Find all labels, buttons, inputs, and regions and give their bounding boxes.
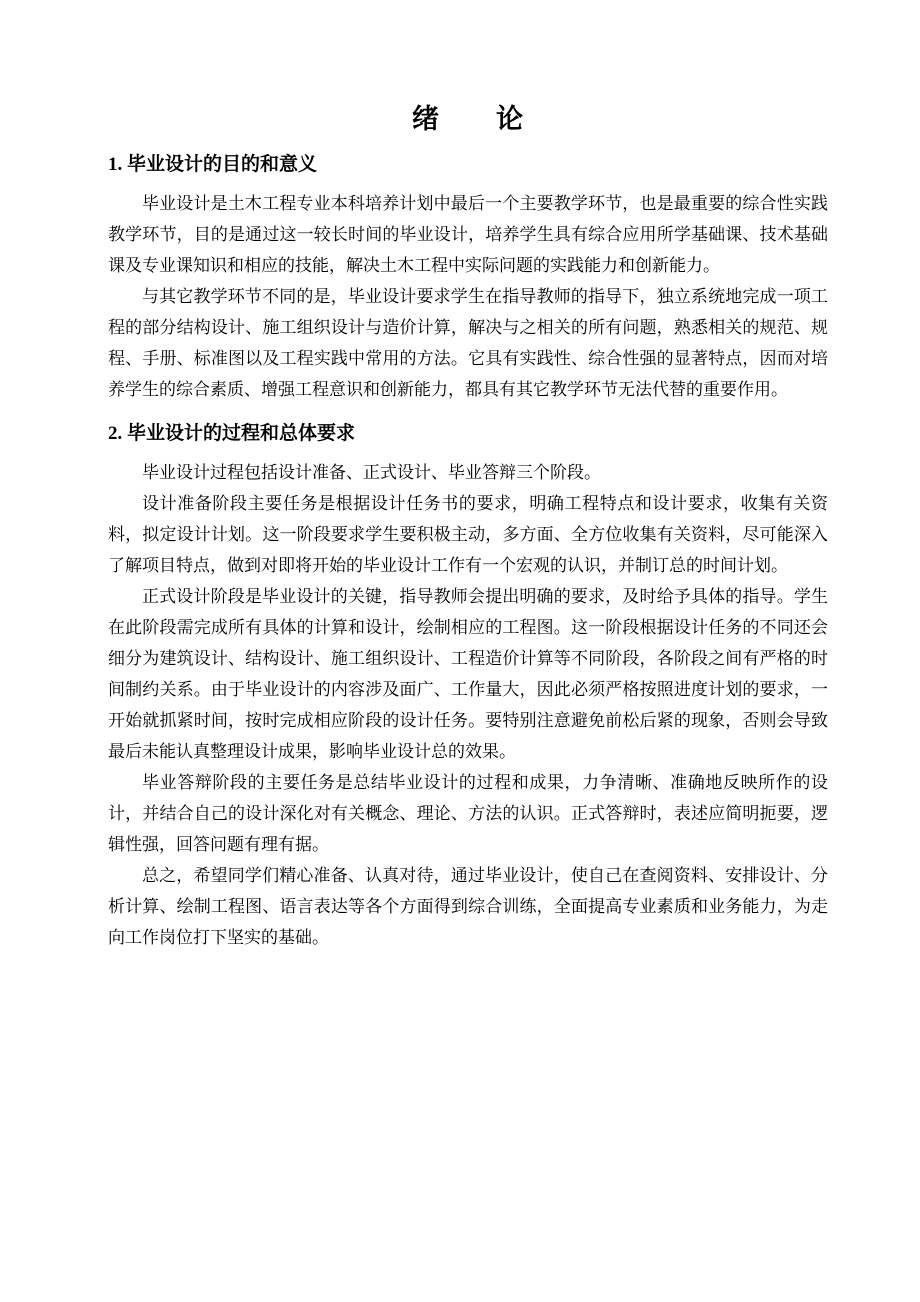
document-title: 绪 论 [412, 104, 524, 134]
paragraph: 正式设计阶段是毕业设计的关键，指导教师会提出明确的要求，及时给予具体的指导。学生在此阶段需完成所有具体的计算和设计，绘制相应的工程图。这一阶段根据设计任务的不同还会细分为建筑设计、结构设计、施工组织设计、工程造价计算等不同阶段，各阶段之间有严格的时间制约关系。由于毕业设计的内容涉及面广、工作量大，因此必须严格按照进度计划的要求，一开始就抓紧时间，按时完成相应阶段的设计任务。要特别注意避免前松后紧的现象，否则会导致最后未能认真整理设计成果，影响毕业设计总的效果。 [108, 587, 828, 761]
paragraph: 毕业设计是土木工程专业本科培养计划中最后一个主要教学环节，也是最重要的综合性实践教学环节，目的是通过这一较长时间的毕业设计，培养学生具有综合应用所学基础课、技术基础课及专业课知识和相应的技能，解决土木工程中实际问题的实践能力和创新能力。 [108, 194, 828, 275]
section-heading-purpose: 1. 毕业设计的目的和意义 [108, 154, 318, 175]
section-heading-process: 2. 毕业设计的过程和总体要求 [108, 423, 356, 444]
paragraph: 与其它教学环节不同的是，毕业设计要求学生在指导教师的指导下，独立系统地完成一项工程的部分结构设计、施工组织设计与造价计算，解决与之相关的所有问题，熟悉相关的规范、规程、手册、标准图以及工程实践中常用的方法。它具有实践性、综合性强的显著特点，因而对培养学生的综合素质、增强工程意识和创新能力，都具有其它教学环节无法代替的重要作用。 [108, 287, 828, 399]
paragraph: 设计准备阶段主要任务是根据设计任务书的要求，明确工程特点和设计要求，收集有关资料，拟定设计计划。这一阶段要求学生要积极主动，多方面、全方位收集有关资料，尽可能深入了解项目特点，做到对即将开始的毕业设计工作有一个宏观的认识，并制订总的时间计划。 [108, 494, 828, 575]
paragraph: 毕业答辩阶段的主要任务是总结毕业设计的过程和成果，力争清晰、准确地反映所作的设计，并结合自己的设计深化对有关概念、理论、方法的认识。正式答辩时，表述应简明扼要，逻辑性强，回答问题有理有据。 [108, 773, 828, 854]
paragraph: 总之，希望同学们精心准备、认真对待，通过毕业设计，使自己在查阅资料、安排设计、分析计算、绘制工程图、语言表达等各个方面得到综合训练，全面提高专业素质和业务能力，为走向工作岗位打下坚实的基础。 [108, 866, 828, 947]
paragraph: 毕业设计过程包括设计准备、正式设计、毕业答辩三个阶段。 [142, 463, 601, 482]
